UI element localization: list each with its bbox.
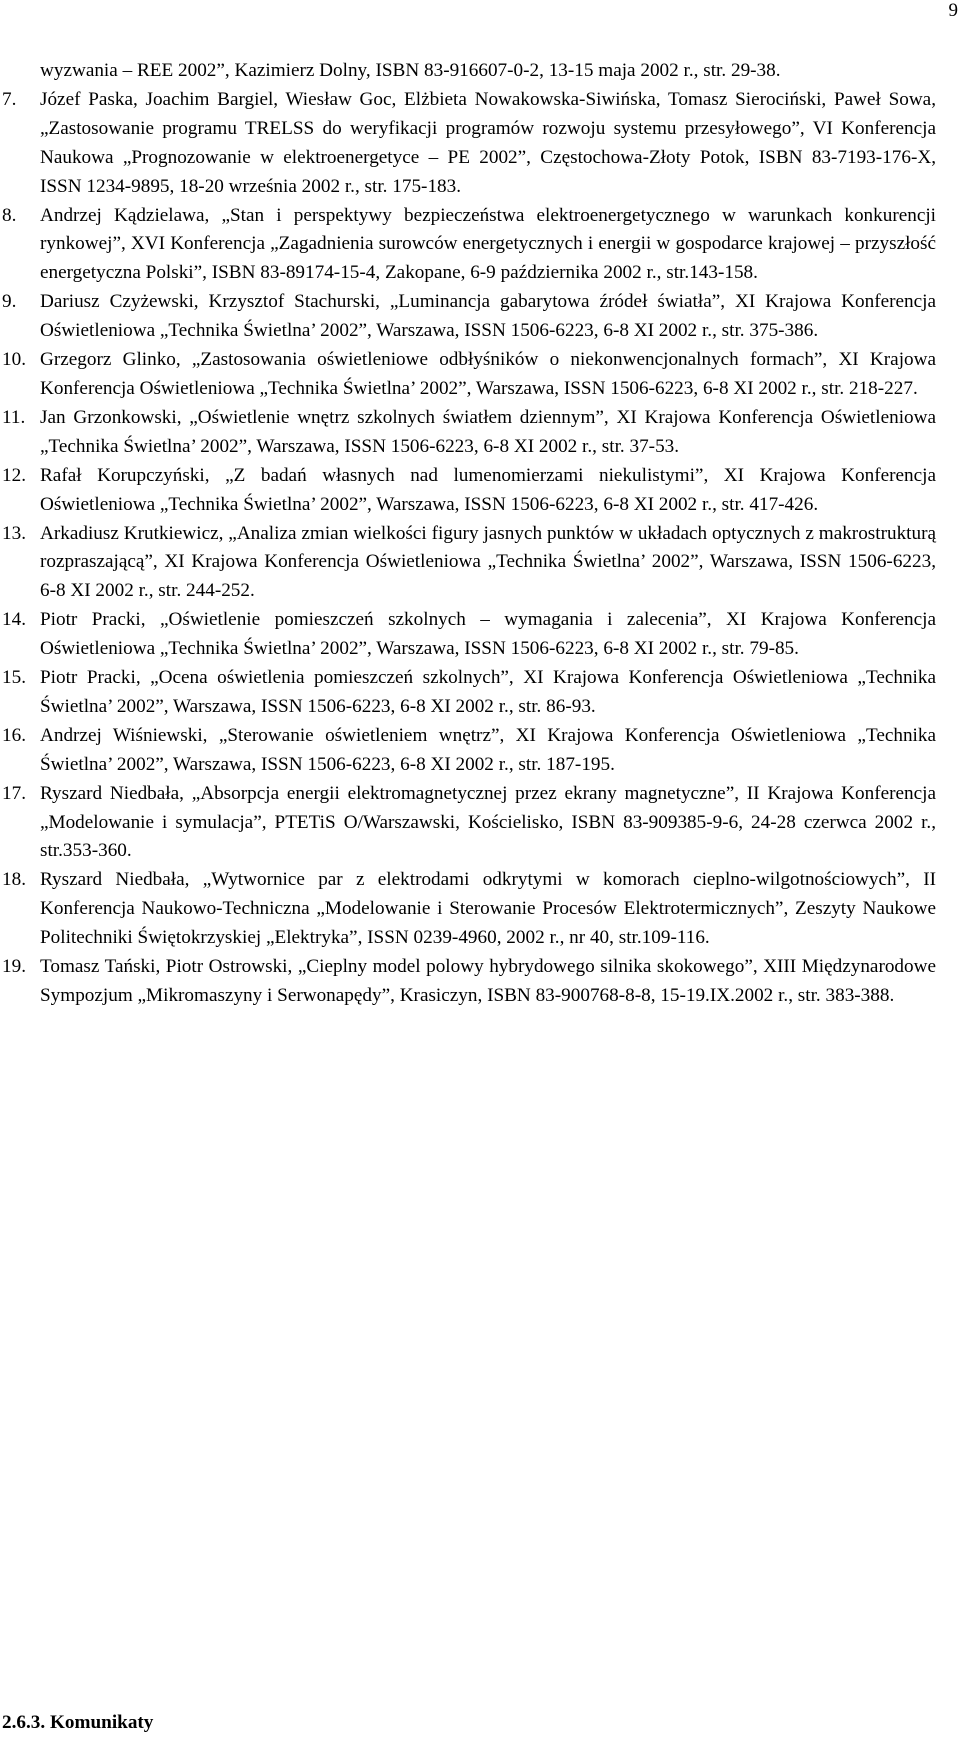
reference-number: 16. (2, 724, 26, 746)
reference-number: 15. (2, 667, 26, 689)
reference-number: 8. (2, 204, 17, 226)
reference-number: 17. (2, 782, 26, 804)
reference-text: wyzwania – REE 2002”, Kazimierz Dolny, ISBN 83-916607-0-2, 13-15 maja 2002 r., str. 29-38. (40, 60, 781, 81)
page-number: 9 (948, 0, 958, 21)
reference-number: 12. (2, 464, 26, 486)
reference-number: 7. (2, 88, 17, 110)
reference-item (0, 520, 960, 607)
reference-list (0, 57, 960, 1011)
reference-text: Piotr Pracki, „Oświetlenie pomieszczeń szkolnych – wymagania i zalecenia”, XI Krajowa Konferencja Oświetleniowa „Technika Świetlna’ 2002”, Warszawa, ISSN 1506-6223, 6-8 XI 2002 r., str. 79-85. (40, 609, 936, 660)
reference-number: 11. (2, 406, 26, 428)
reference-number: 14. (2, 609, 26, 631)
reference-item (0, 57, 960, 86)
reference-item (0, 462, 960, 520)
reference-item (0, 664, 960, 722)
reference-text: Rafał Korupczyński, „Z badań własnych nad lumenomierzami niekulistymi”, XI Krajowa Konferencja Oświetleniowa „Technika Świetlna’ 2002”, Warszawa, ISSN 1506-6223, 6-8 XI 2002 r., str. 417-426. (40, 464, 936, 515)
reference-number: 18. (2, 869, 26, 891)
reference-item (0, 86, 960, 202)
reference-item (0, 606, 960, 664)
reference-item (0, 953, 960, 1011)
reference-text: Andrzej Wiśniewski, „Sterowanie oświetleniem wnętrz”, XI Krajowa Konferencja Oświetleniowa „Technika Świetlna’ 2002”, Warszawa, ISSN 1506-6223, 6-8 XI 2002 r., str. 187-195. (40, 724, 936, 775)
reference-text: Dariusz Czyżewski, Krzysztof Stachurski, „Luminancja gabarytowa źródeł światła”, XI Krajowa Konferencja Oświetleniowa „Technika Świetlna’ 2002”, Warszawa, ISSN 1506-6223, 6-8 XI 2002 r., str. 375-386. (40, 291, 936, 342)
reference-item (0, 288, 960, 346)
reference-item (0, 404, 960, 462)
reference-text: Jan Grzonkowski, „Oświetlenie wnętrz szkolnych światłem dziennym”, XI Krajowa Konferencja Oświetleniowa „Technika Świetlna’ 2002”, Warszawa, ISSN 1506-6223, 6-8 XI 2002 r., str. 37-53. (40, 406, 936, 457)
section-heading: 2.6.3. Komunikaty (2, 1712, 154, 1733)
reference-text: Józef Paska, Joachim Bargiel, Wiesław Goc, Elżbieta Nowakowska-Siwińska, Tomasz Sierociński, Paweł Sowa, „Zastosowanie programu TRELSS do weryfikacji programów rozwoju systemu przesyłowego”, VI Konferencja Naukowa „Prognozowanie w elektroenergetyce – PE 2002”, Częstochowa-Złoty Potok, ISBN 83-7193-176-X, ISSN 1234-9895, 18-20 września 2002 r., str. 175-183. (40, 88, 936, 197)
reference-number: 9. (2, 291, 17, 313)
reference-text: Tomasz Tański, Piotr Ostrowski, „Cieplny model polowy hybrydowego silnika skokowego”, XIII Międzynarodowe Sympozjum „Mikromaszyny i Serwonapędy”, Krasiczyn, ISBN 83-900768-8-8, 15-19.IX.2002 r., str. 383-388. (40, 956, 936, 1006)
reference-text: Andrzej Kądzielawa, „Stan i perspektywy bezpieczeństwa elektroenergetycznego w warunkach konkurencji rynkowej”, XVI Konferencja „Zagadnienia surowców energetycznych i energii w gospodarce krajowej – przyszłość energetyczna Polski”, ISBN 83-89174-15-4, Zakopane, 6-9 października 2002 r., str.143-158. (40, 204, 936, 284)
reference-item (0, 722, 960, 780)
reference-number: 10. (2, 349, 26, 371)
reference-text: Grzegorz Glinko, „Zastosowania oświetleniowe odbłyśników o niekonwencjonalnych formach”, XI Krajowa Konferencja Oświetleniowa „Technika Świetlna’ 2002”, Warszawa, ISSN 1506-6223, 6-8 XI 2002 r., str. 218-227. (40, 349, 936, 399)
reference-number: 19. (2, 956, 26, 978)
reference-item (0, 346, 960, 404)
reference-number: 13. (2, 522, 26, 544)
reference-text: Arkadiusz Krutkiewicz, „Analiza zmian wielkości figury jasnych punktów w układach optycznych z makrostrukturą rozpraszającą”, XI Krajowa Konferencja Oświetleniowa „Technika Świetlna’ 2002”, Warszawa, ISSN 1506-6223, 6-8 XI 2002 r., str. 244-252. (40, 522, 936, 602)
reference-text: Ryszard Niedbała, „Absorpcja energii elektromagnetycznej przez ekrany magnetyczne”, II Krajowa Konferencja „Modelowanie i symulacja”, PTETiS O/Warszawski, Kościelisko, ISBN 83-909385-9-6, 24-28 czerwca 2002 r., str.353-360. (40, 782, 936, 862)
reference-text: Piotr Pracki, „Ocena oświetlenia pomieszczeń szkolnych”, XI Krajowa Konferencja Oświetleniowa „Technika Świetlna’ 2002”, Warszawa, ISSN 1506-6223, 6-8 XI 2002 r., str. 86-93. (40, 667, 936, 717)
reference-item (0, 780, 960, 867)
reference-item (0, 866, 960, 953)
reference-item (0, 202, 960, 289)
reference-text: Ryszard Niedbała, „Wytwornice par z elektrodami odkrytymi w komorach cieplno-wilgotnościowych”, II Konferencja Naukowo-Techniczna „Modelowanie i Sterowanie Procesów Elektrotermicznych”, Zeszyty Naukowe Politechniki Świętokrzyskiej „Elektryka”, ISSN 0239-4960, 2002 r., nr 40, str.109-116. (40, 869, 936, 949)
